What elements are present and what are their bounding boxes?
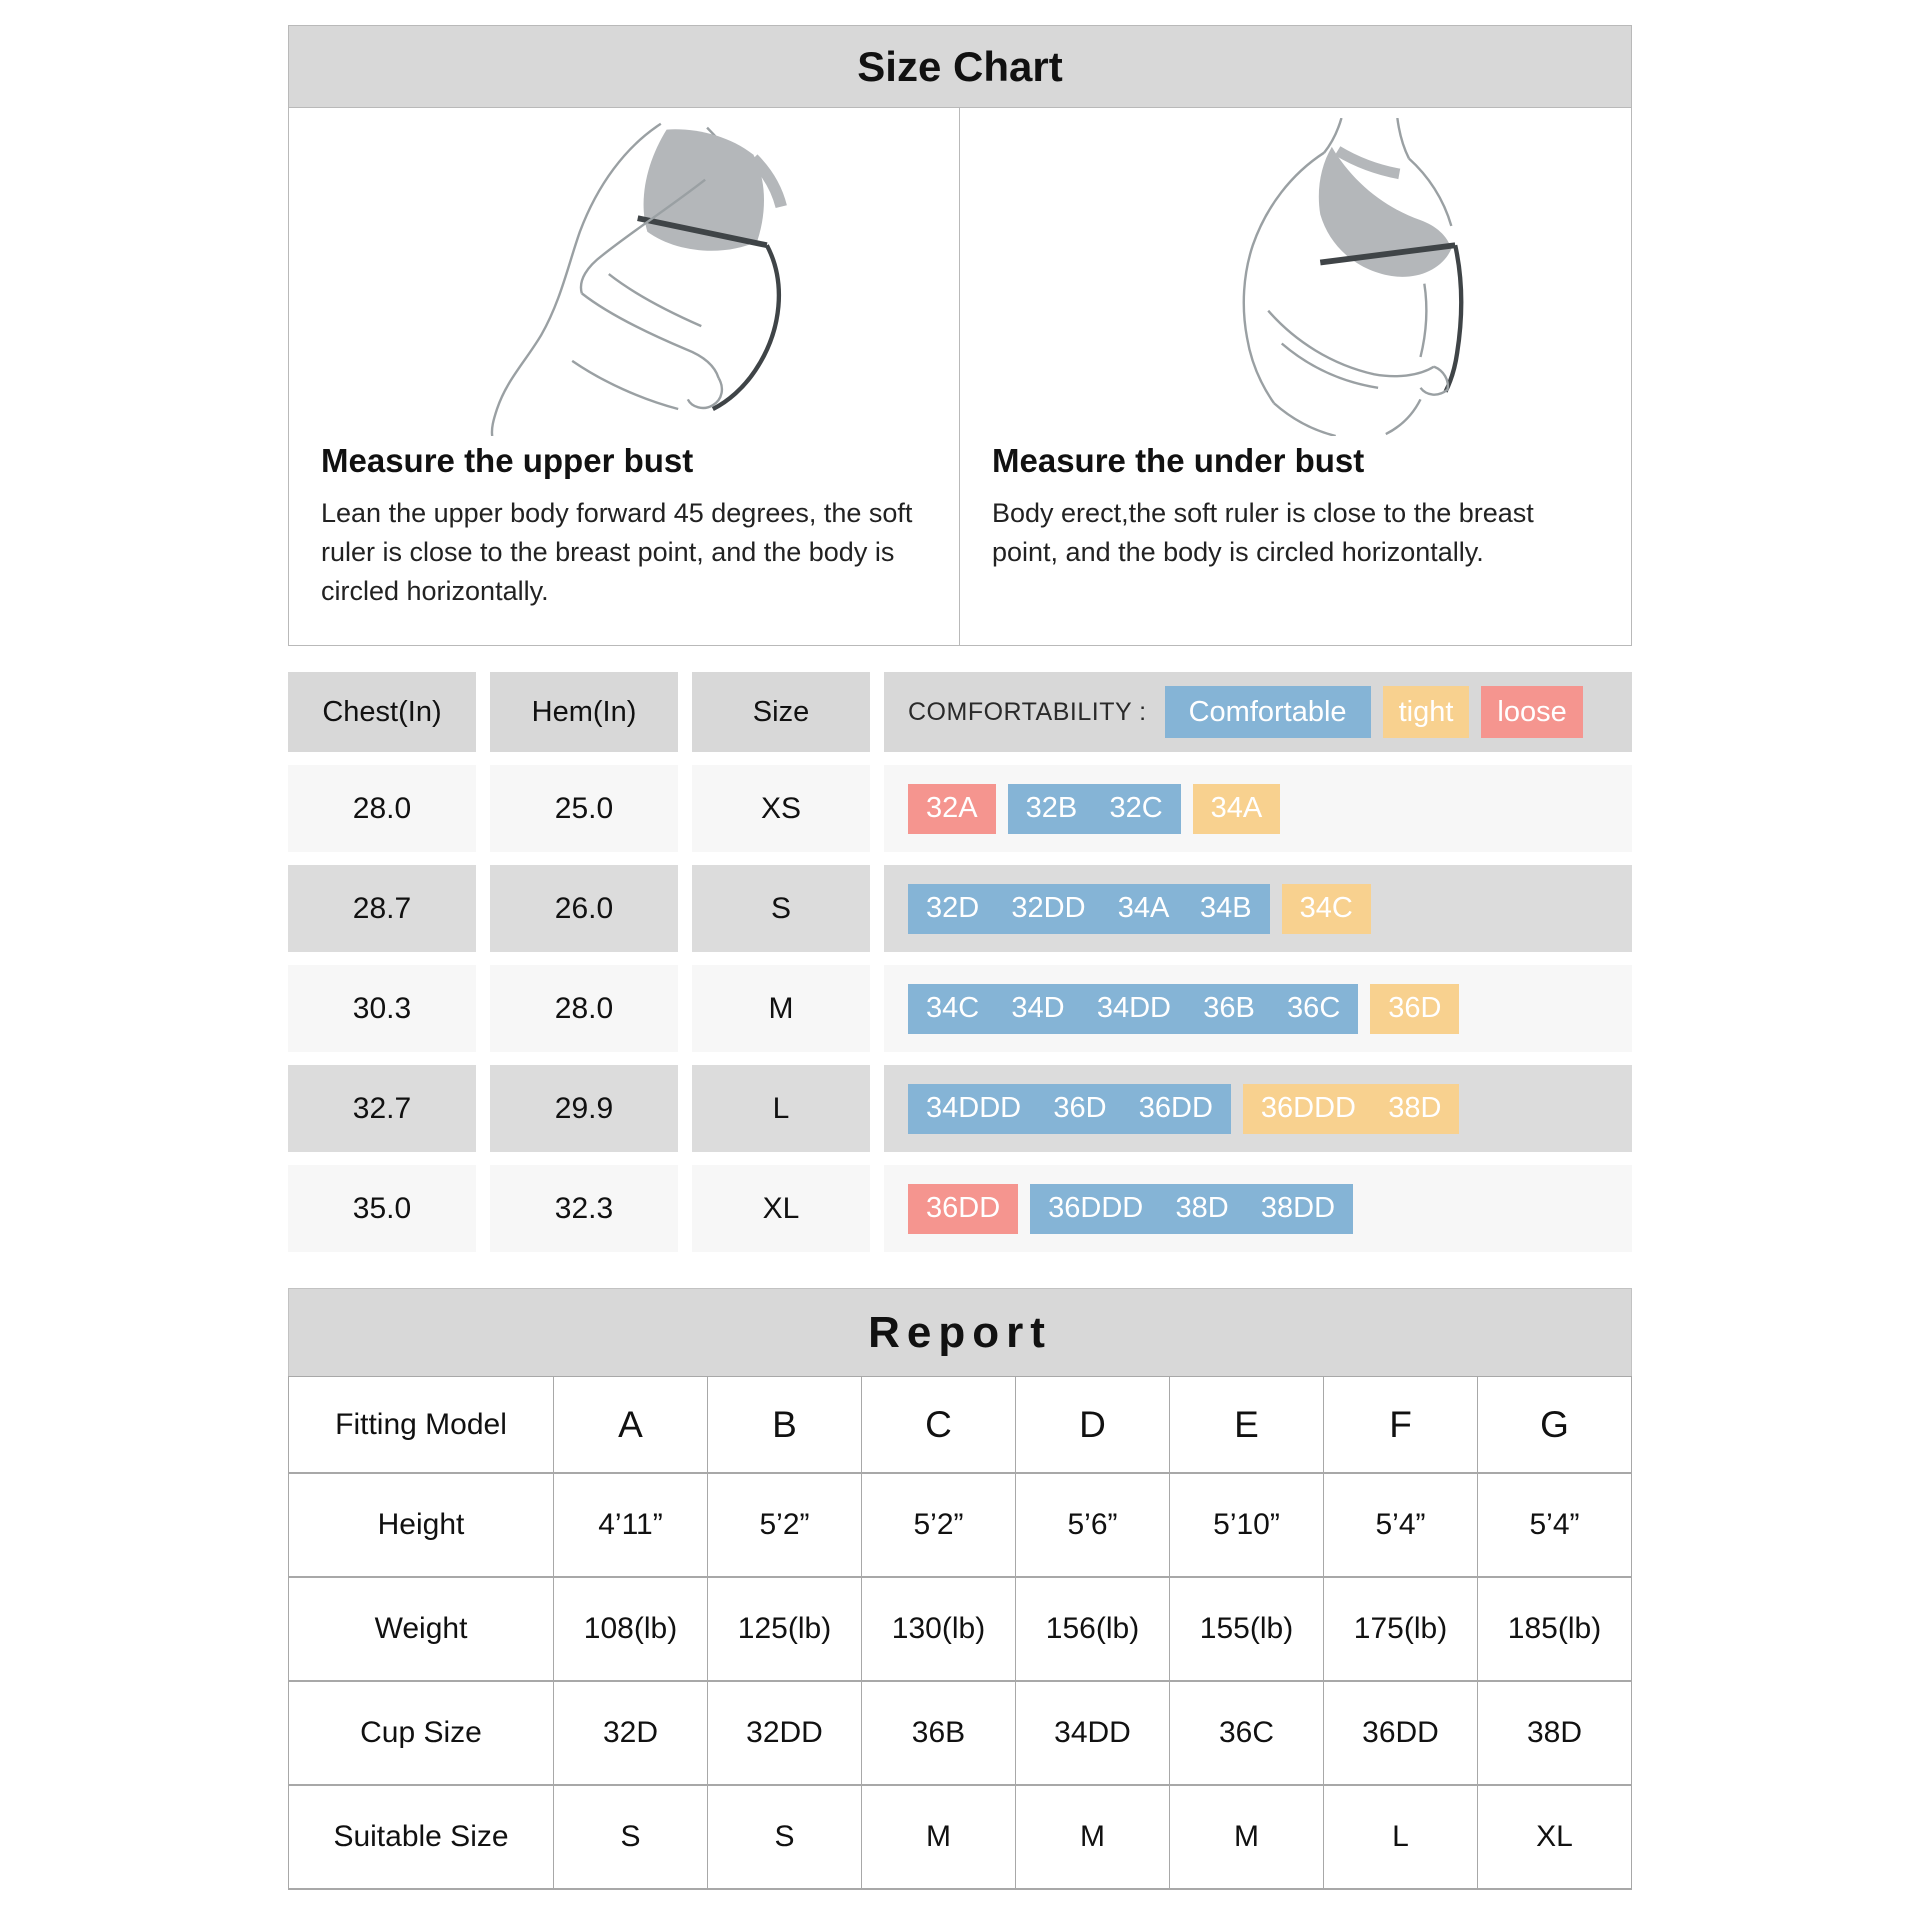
report-cell: 156(lb) (1016, 1577, 1170, 1681)
report-cell: 5’4” (1478, 1473, 1632, 1577)
report-row-label: Height (289, 1473, 554, 1577)
cup-size-row (289, 1681, 1632, 1785)
report-cell: 125(lb) (708, 1577, 862, 1681)
report-cell: L (1324, 1785, 1478, 1889)
size-value: XS (692, 765, 870, 852)
size-row-m (288, 965, 1632, 1052)
hem-value: 29.9 (490, 1065, 678, 1152)
report-cell: 36C (1170, 1681, 1324, 1785)
chest-value: 28.7 (288, 865, 476, 952)
size-table-section (288, 672, 1632, 1252)
size-value: M (692, 965, 870, 1052)
report-cell: 34DD (1016, 1681, 1170, 1785)
report-row-label: Suitable Size (289, 1785, 554, 1889)
report-cell: G (1478, 1377, 1632, 1473)
loose-badge: 36DD (908, 1184, 1018, 1234)
upper-bust-instructions: Lean the upper body forward 45 degrees, the soft ruler is close to the breast point, and the body is circled horizontally. (321, 498, 913, 607)
hem-value: 32.3 (490, 1165, 678, 1252)
comfortable-badge: 34DDD 36D 36DD (908, 1084, 1231, 1134)
comfort-badges (884, 865, 1632, 952)
report-cell: F (1324, 1377, 1478, 1473)
report-table (288, 1376, 1632, 1890)
report-cell: 4’11” (554, 1473, 708, 1577)
size-chart-page (288, 0, 1632, 1890)
size-row-s (288, 865, 1632, 952)
weight-row (289, 1577, 1632, 1681)
report-cell: 38D (1478, 1681, 1632, 1785)
tight-badge: 36DDD 38D (1243, 1084, 1460, 1134)
legend-loose-badge: loose (1481, 686, 1582, 738)
report-cell: M (862, 1785, 1016, 1889)
report-cell: E (1170, 1377, 1324, 1473)
woman-standing-icon (1089, 118, 1494, 436)
size-chart-section (288, 25, 1632, 646)
report-cell: 5’2” (862, 1473, 1016, 1577)
hem-value: 28.0 (490, 965, 678, 1052)
report-row-label: Weight (289, 1577, 554, 1681)
upper-bust-illustration (321, 118, 919, 436)
comfortable-badge: 32D 32DD 34A 34B (908, 884, 1270, 934)
comfortability-header-cell (884, 672, 1632, 752)
upper-bust-panel (289, 108, 960, 645)
hem-value: 26.0 (490, 865, 678, 952)
hem-value: 25.0 (490, 765, 678, 852)
report-cell: XL (1478, 1785, 1632, 1889)
comfort-badges (884, 1165, 1632, 1252)
comfortable-badge: 36DDD 38D 38DD (1030, 1184, 1353, 1234)
size-row-l (288, 1065, 1632, 1152)
chest-value: 35.0 (288, 1165, 476, 1252)
size-value: XL (692, 1165, 870, 1252)
report-cell: 130(lb) (862, 1577, 1016, 1681)
report-cell: 5’10” (1170, 1473, 1324, 1577)
under-bust-instructions: Body erect,the soft ruler is close to the breast point, and the body is circled horizontally. (992, 498, 1534, 568)
fitting-model-row (289, 1377, 1632, 1473)
size-row-xs (288, 765, 1632, 852)
loose-badge: 32A (908, 784, 996, 834)
report-cell: 5’4” (1324, 1473, 1478, 1577)
under-bust-heading: Measure the under bust (992, 442, 1365, 479)
comfortability-label: COMFORTABILITY : (908, 697, 1147, 726)
report-cell: 36B (862, 1681, 1016, 1785)
under-bust-panel (960, 108, 1631, 645)
report-cell: 32D (554, 1681, 708, 1785)
report-title: Report (288, 1288, 1632, 1376)
comfort-badges (884, 1065, 1632, 1152)
under-bust-illustration (992, 118, 1591, 436)
report-cell: 155(lb) (1170, 1577, 1324, 1681)
chest-header-cell: Chest(In) (288, 672, 476, 752)
report-row-label: Fitting Model (289, 1377, 554, 1473)
size-chart-title: Size Chart (289, 26, 1631, 108)
size-table-header-row (288, 672, 1632, 752)
report-cell: M (1170, 1785, 1324, 1889)
legend-comfortable-badge: Comfortable (1165, 686, 1371, 738)
report-row-label: Cup Size (289, 1681, 554, 1785)
report-cell: 108(lb) (554, 1577, 708, 1681)
legend-tight-badge: tight (1383, 686, 1470, 738)
size-value: L (692, 1065, 870, 1152)
report-cell: B (708, 1377, 862, 1473)
report-cell: 32DD (708, 1681, 862, 1785)
report-cell: S (708, 1785, 862, 1889)
tight-badge: 34A (1193, 784, 1281, 834)
chest-value: 28.0 (288, 765, 476, 852)
chest-value: 30.3 (288, 965, 476, 1052)
report-cell: A (554, 1377, 708, 1473)
report-cell: M (1016, 1785, 1170, 1889)
tight-badge: 36D (1370, 984, 1459, 1034)
report-cell: D (1016, 1377, 1170, 1473)
tight-badge: 34C (1282, 884, 1371, 934)
report-cell: 5’2” (708, 1473, 862, 1577)
woman-leaning-forward-icon (418, 118, 823, 436)
report-section (288, 1288, 1632, 1890)
size-header-cell: Size (692, 672, 870, 752)
upper-bust-heading: Measure the upper bust (321, 442, 694, 479)
height-row (289, 1473, 1632, 1577)
report-cell: S (554, 1785, 708, 1889)
report-cell: 175(lb) (1324, 1577, 1478, 1681)
comfort-badges (884, 765, 1632, 852)
chest-value: 32.7 (288, 1065, 476, 1152)
suitable-size-row (289, 1785, 1632, 1889)
size-row-xl (288, 1165, 1632, 1252)
comfortable-badge: 32B 32C (1008, 784, 1181, 834)
report-cell: 185(lb) (1478, 1577, 1632, 1681)
comfortable-badge: 34C 34D 34DD 36B 36C (908, 984, 1358, 1034)
report-cell: 36DD (1324, 1681, 1478, 1785)
size-value: S (692, 865, 870, 952)
hem-header-cell: Hem(In) (490, 672, 678, 752)
comfort-badges (884, 965, 1632, 1052)
measurement-panels (289, 108, 1631, 645)
report-cell: C (862, 1377, 1016, 1473)
report-cell: 5’6” (1016, 1473, 1170, 1577)
